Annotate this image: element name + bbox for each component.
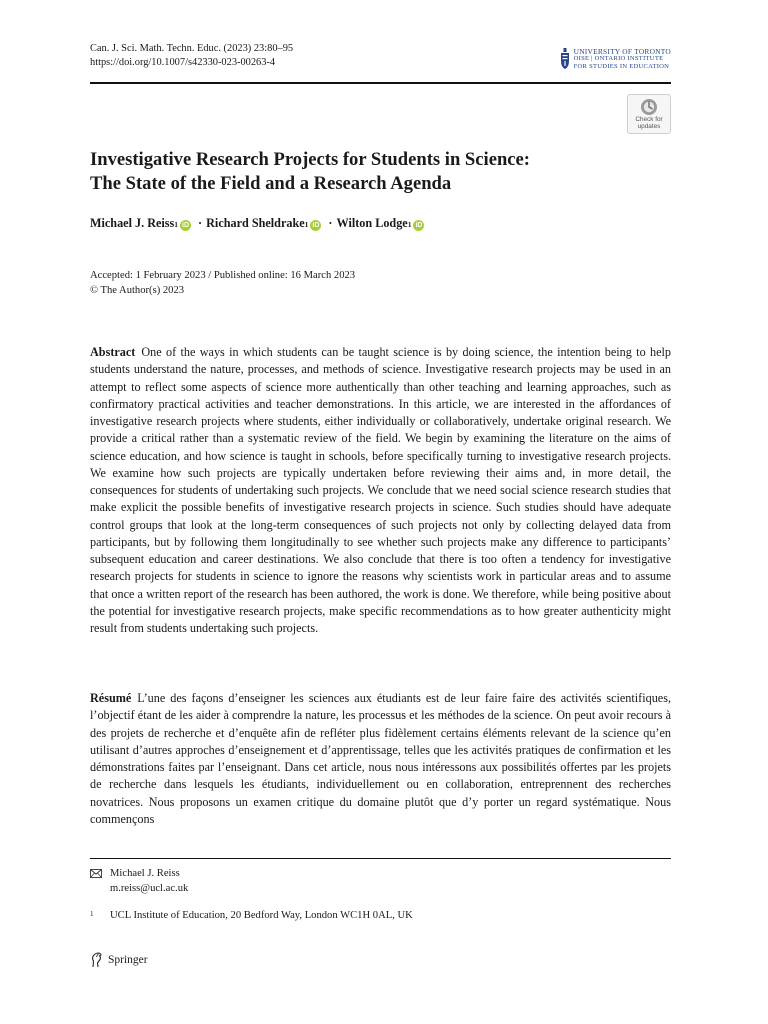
publisher-footer (90, 952, 148, 968)
author-name[interactable]: Wilton Lodge (336, 216, 408, 230)
article-title: Investigative Research Projects for Students in Science: The State of the Field and a Research Agenda (90, 149, 530, 194)
institution-name: UNIVERSITY OF TORONTO OISE | ONTARIO INSTITUTE FOR STUDIES IN EDUCATION (573, 47, 671, 70)
orcid-icon[interactable]: iD (182, 222, 190, 229)
resume-label: Résumé (90, 691, 132, 705)
affiliation-number: 1 (90, 910, 94, 918)
check-for-updates-label: Check for updates (635, 116, 663, 130)
check-for-updates-icon (640, 98, 658, 116)
orcid-icon[interactable]: iD (415, 222, 423, 229)
author-name[interactable]: Michael J. Reiss (90, 216, 175, 230)
abstract-label: Abstract (90, 345, 136, 359)
envelope-icon (90, 869, 102, 878)
author-separator: · (198, 216, 203, 230)
abstract-text: One of the ways in which students can be taught science is by doing science, the intention being to help students understand the nature, processes, and methods of science. Investigative research projects may be used in an attempt to reflect some aspects of science more authentically than other teaching and learning approaches, such as confirmatory practical activities and teacher demonstrations. In this article, we are interested in the affordances of investigative research projects where students, either individually or collaboratively, undertake original research. We provide a critical rather than a systematic review of the field. We begin by examining the literature on the aims of science education, and how science is taught in schools, before specifically turning to investigative research projects. We examine how such projects are typically undertaken before reviewing their aims and, in more detail, the consequences for students of undertaking such projects. We conclude that we need social science research studies that make explicit the possible benefits of investigative research projects in science. Such studies should have adequate control groups that look at the long-term consequences of such projects not only by collecting delayed data from participants, but by following them longitudinally to see whether such projects make any difference to participants’ subsequent education and career destinations. We also conclude that there is too often a tendency for investigative research projects for students in science to ignore the reasons why scientists work in particular areas and to assume that once a written report of the research has been authored, the work is done. We therefore, while being positive about the potential for investigative research projects, make specific recommendations as to how greater authenticity might result from students undertaking such projects. (90, 345, 671, 635)
orcid-icon[interactable]: iD (312, 222, 320, 229)
copyright-notice: © The Author(s) 2023 (90, 285, 185, 296)
resume-text: L’une des façons d’enseigner les sciences aux étudiants est de leur faire faire des activités scientifiques, l’objectif étant de les aider à comprendre la nature, les processus et les méthodes de la science. On peut avoir recours à des projets de recherche et d’enquête afin de refléter plus fidèlement certains éléments relevant de la science qu’en utilisant d’autres approches d’enseignement et d’apprentissage, telles que les activités pratiques de confirmation et les démonstrations faites par l’enseignant. Dans cet article, nous nous intéressons aux possibilités offertes par les projets de recherche dans lesquels les étudiants, individuellement ou en collaboration, entreprennent des recherches novatrices. Nous proposons un examen critique du domaine plutôt que d’y porter un regard systématique. Nous commençons (90, 691, 671, 826)
author-name[interactable]: Richard Sheldrake (206, 216, 305, 230)
corresponding-author-name: Michael J. Reiss (110, 868, 180, 879)
affiliation-text: UCL Institute of Education, 20 Bedford Way, London WC1H 0AL, UK (110, 910, 413, 921)
author-affiliation-marker: 1 (304, 220, 309, 229)
publication-metadata (90, 268, 355, 298)
springer-horse-icon (90, 952, 104, 968)
publisher-name: Springer (108, 954, 148, 966)
article-page (90, 0, 671, 1024)
institution-logo (560, 48, 671, 70)
author-affiliation-marker: 1 (174, 220, 179, 229)
university-crest-icon (560, 48, 570, 70)
footnote-rule (90, 858, 671, 859)
author-list (90, 216, 427, 231)
publication-dates: Accepted: 1 February 2023 / Published online: 16 March 2023 (90, 270, 356, 281)
check-for-updates-button[interactable] (627, 94, 671, 134)
header-rule (90, 82, 671, 84)
abstract (90, 344, 671, 637)
journal-citation: Can. J. Sci. Math. Techn. Educ. (2023) 23:80–95 (90, 43, 294, 54)
affiliation-footnote (90, 908, 413, 923)
corresponding-author-email[interactable]: m.reiss@ucl.ac.uk (110, 883, 189, 894)
corresponding-author (90, 866, 188, 896)
author-separator: · (328, 216, 333, 230)
doi-link[interactable]: https://doi.org/10.1007/s42330-023-00263-4 (90, 57, 276, 68)
author-affiliation-marker: 1 (407, 220, 412, 229)
resume (90, 690, 671, 828)
